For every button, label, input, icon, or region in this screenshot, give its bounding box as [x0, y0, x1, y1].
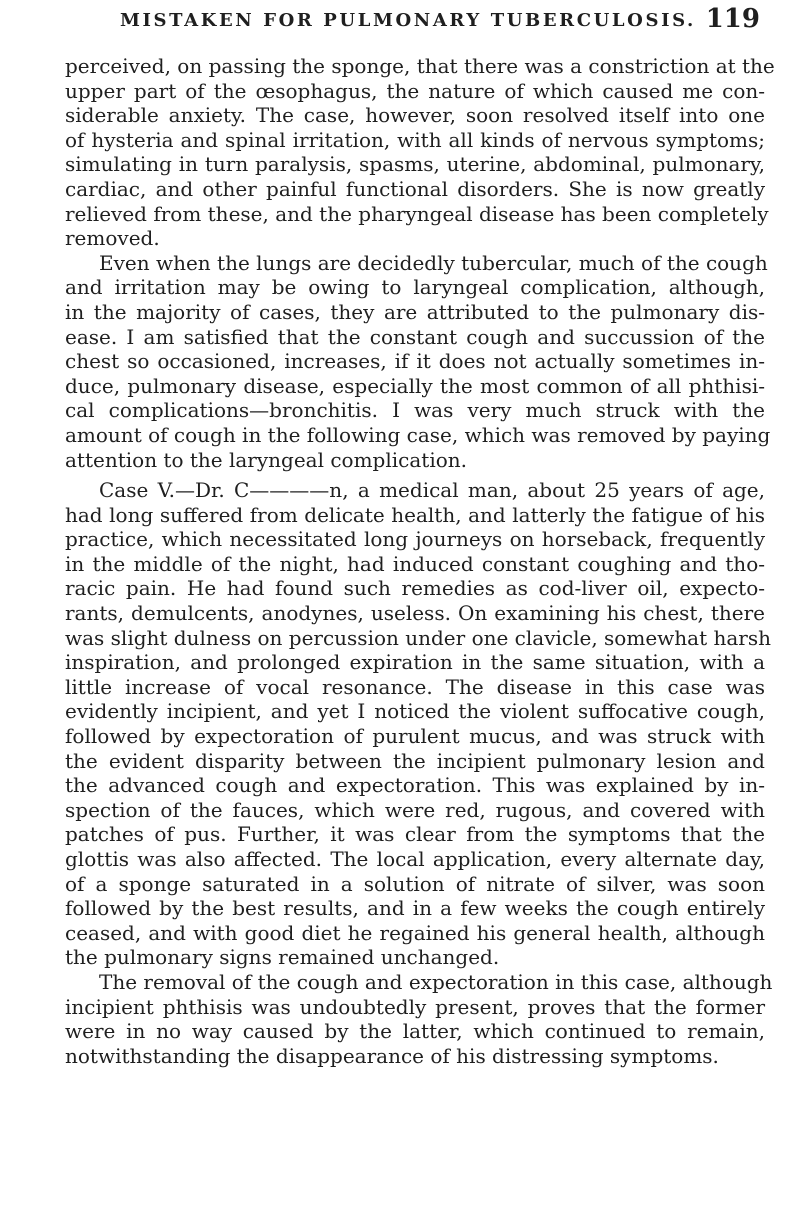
text-line: and irritation may be owing to laryngeal complication, although, — [65, 275, 765, 300]
text-line: perceived, on passing the sponge, that there was a constriction at the — [65, 54, 775, 78]
paragraph-case-v — [65, 478, 771, 970]
text-line: simulating in turn paralysis, spasms, uterine, abdominal, pulmonary, — [65, 152, 765, 177]
text-line: had long suffered from delicate health, and latterly the fatigue of his — [65, 502, 765, 527]
text-line: cal complications—bronchitis. I was very much struck with the — [65, 398, 765, 423]
text-line: practice, which necessitated long journeys on horseback, frequently — [65, 527, 765, 552]
text-line: attention to the laryngeal complication. — [65, 447, 467, 472]
text-line: amount of cough in the following case, which was removed by paying — [65, 422, 771, 447]
text-line: of a sponge saturated in a solution of nitrate of silver, was soon — [65, 871, 765, 896]
text-line: in the majority of cases, they are attributed to the pulmonary dis- — [65, 299, 765, 324]
text-line: rants, demulcents, anodynes, useless. On examining his chest, there — [65, 601, 765, 626]
text-line: ease. I am satisfied that the constant cough and succussion of the — [65, 324, 765, 349]
text-line: chest so occasioned, increases, if it does not actually sometimes in- — [65, 349, 765, 374]
page-number: 119 — [705, 4, 760, 34]
text-line: patches of pus. Further, it was clear from the symptoms that the — [65, 822, 765, 847]
text-line: inspiration, and prolonged expiration in the same situation, with a — [65, 650, 765, 675]
text-line: racic pain. He had found such remedies as cod-liver oil, expecto- — [65, 576, 765, 601]
text-line: of hysteria and spinal irritation, with all kinds of nervous symptoms; — [65, 127, 765, 152]
text-line: the evident disparity between the incipient pulmonary lesion and — [65, 748, 765, 773]
text-line: followed by expectoration of purulent mucus, and was struck with — [65, 724, 765, 749]
text-line: in the middle of the night, had induced constant coughing and tho- — [65, 551, 765, 576]
text-line: removed. — [65, 226, 160, 251]
body-text — [65, 54, 775, 1068]
text-line: notwithstanding the disappearance of his distressing symptoms. — [65, 1043, 719, 1068]
text-line: duce, pulmonary disease, especially the most common of all phthisi- — [65, 373, 765, 398]
text-line: relieved from these, and the pharyngeal disease has been completely — [65, 201, 769, 226]
running-head — [120, 4, 760, 34]
paragraph-4 — [65, 969, 773, 1068]
text-line: little increase of vocal resonance. The disease in this case was — [65, 674, 765, 699]
text-line: was slight dulness on percussion under one clavicle, somewhat harsh — [65, 625, 771, 650]
text-line: spection of the fauces, which were red, rugous, and covered with — [65, 797, 765, 822]
text-line: cardiac, and other painful functional disorders. She is now greatly — [65, 176, 765, 201]
running-title: MISTAKEN FOR PULMONARY TUBERCULOSIS. — [120, 10, 696, 31]
paragraph-1 — [65, 54, 775, 251]
text-line: glottis was also affected. The local application, every alternate day, — [65, 847, 765, 871]
text-line: Case V.—Dr. C————n, a medical man, about 25 years of age, — [99, 478, 765, 503]
text-line: siderable anxiety. The case, however, soon resolved itself into one — [65, 103, 765, 128]
text-line: upper part of the œsophagus, the nature of which caused me con- — [65, 78, 765, 103]
text-line: incipient phthisis was undoubtedly present, proves that the former — [65, 994, 765, 1019]
text-line: The removal of the cough and expectoration in this case, although — [99, 969, 773, 994]
text-line: Even when the lungs are decidedly tubercular, much of the cough — [99, 250, 768, 275]
text-line: the advanced cough and expectoration. This was explained by in- — [65, 773, 765, 798]
paragraph-2 — [65, 250, 771, 472]
text-line: were in no way caused by the latter, which continued to remain, — [65, 1019, 765, 1044]
text-line: followed by the best results, and in a few weeks the cough entirely — [65, 896, 765, 921]
text-line: ceased, and with good diet he regained his general health, although — [65, 920, 765, 945]
text-line: evidently incipient, and yet I noticed the violent suffocative cough, — [65, 699, 765, 724]
text-line: the pulmonary signs remained unchanged. — [65, 945, 500, 970]
